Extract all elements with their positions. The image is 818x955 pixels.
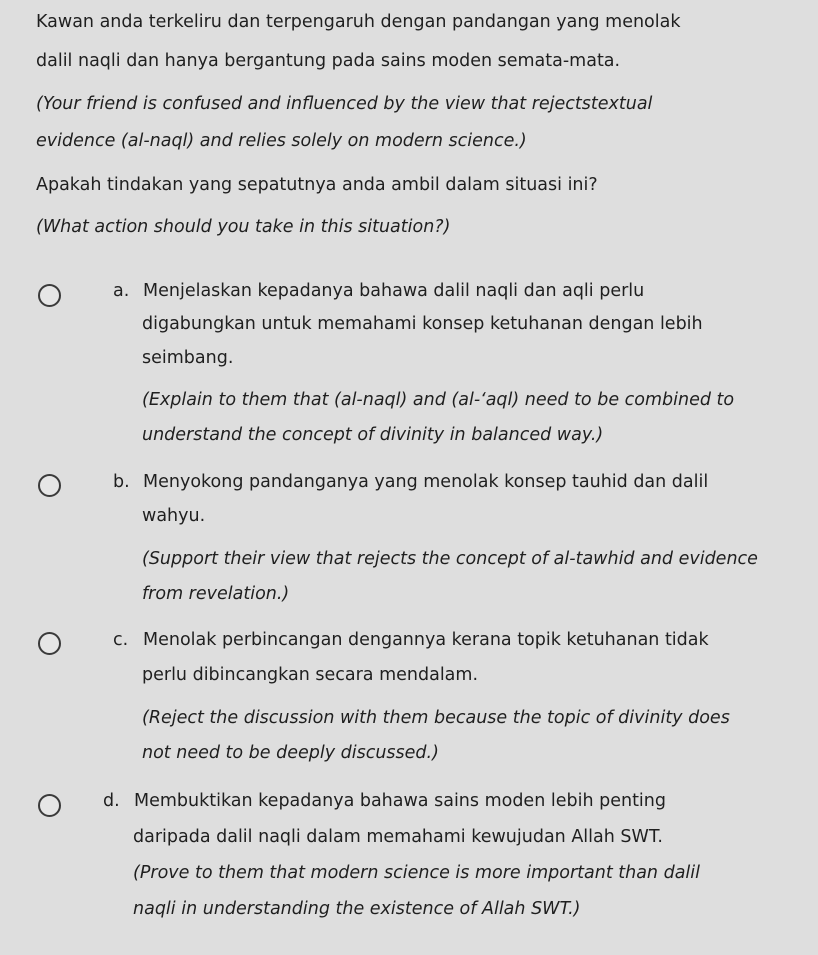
option-d-english-line-1: (Prove to them that modern science is more important than dalil — [133, 863, 701, 883]
question-prompt-malay: Apakah tindakan yang sepatutnya anda ambil dalam situasi ini? — [36, 175, 598, 195]
option-b-malay-line-2: wahyu. — [142, 506, 206, 526]
option-d-radio[interactable] — [38, 794, 61, 817]
question-english-line-2: evidence (al-naql) and relies solely on modern science.) — [36, 131, 527, 151]
question-malay-line-1: Kawan anda terkeliru dan terpengaruh dengan pandangan yang menolak — [36, 12, 681, 32]
option-c-malay-line-2: perlu dibincangkan secara mendalam. — [142, 665, 479, 685]
option-b-english-line-2: from revelation.) — [142, 584, 290, 604]
option-c-english-line-1: (Reject the discussion with them because the topic of divinity does — [142, 708, 730, 728]
option-a-malay-line-3: seimbang. — [142, 348, 234, 368]
option-d-malay-line-2: daripada dalil naqli dalam memahami kewujudan Allah SWT. — [133, 827, 663, 847]
option-a-malay-line-1: Menjelaskan kepadanya bahawa dalil naqli dan aqli perlu — [143, 281, 645, 301]
question-english-line-1: (Your friend is confused and influenced by the view that rejectstextual — [36, 94, 653, 114]
option-c-malay-line-1: Menolak perbincangan dengannya kerana topik ketuhanan tidak — [143, 630, 709, 650]
option-b-english-line-1: (Support their view that rejects the concept of al-tawhid and evidence — [142, 549, 758, 569]
option-c-english-line-2: not need to be deeply discussed.) — [142, 743, 439, 763]
option-a-radio[interactable] — [38, 284, 61, 307]
option-b-malay-line-1: Menyokong pandanganya yang menolak konsep tauhid dan dalil — [143, 472, 709, 492]
option-a-malay-line-2: digabungkan untuk memahami konsep ketuhanan dengan lebih — [142, 314, 703, 334]
option-b-letter: b. — [113, 472, 130, 492]
option-a-english-line-2: understand the concept of divinity in balanced way.) — [142, 425, 604, 445]
question-malay-line-2: dalil naqli dan hanya bergantung pada sains moden semata-mata. — [36, 51, 621, 71]
option-a-english-line-1: (Explain to them that (al-naql) and (al-‘aql) need to be combined to — [142, 390, 735, 410]
option-d-malay-line-1: Membuktikan kepadanya bahawa sains moden lebih penting — [134, 791, 666, 811]
option-b-radio[interactable] — [38, 474, 61, 497]
option-c-radio[interactable] — [38, 632, 61, 655]
option-d-letter: d. — [103, 791, 120, 811]
question-prompt-english: (What action should you take in this situation?) — [36, 217, 451, 237]
option-a-letter: a. — [113, 281, 130, 301]
option-d-english-line-2: naqli in understanding the existence of Allah SWT.) — [133, 899, 581, 919]
option-c-letter: c. — [113, 630, 129, 650]
